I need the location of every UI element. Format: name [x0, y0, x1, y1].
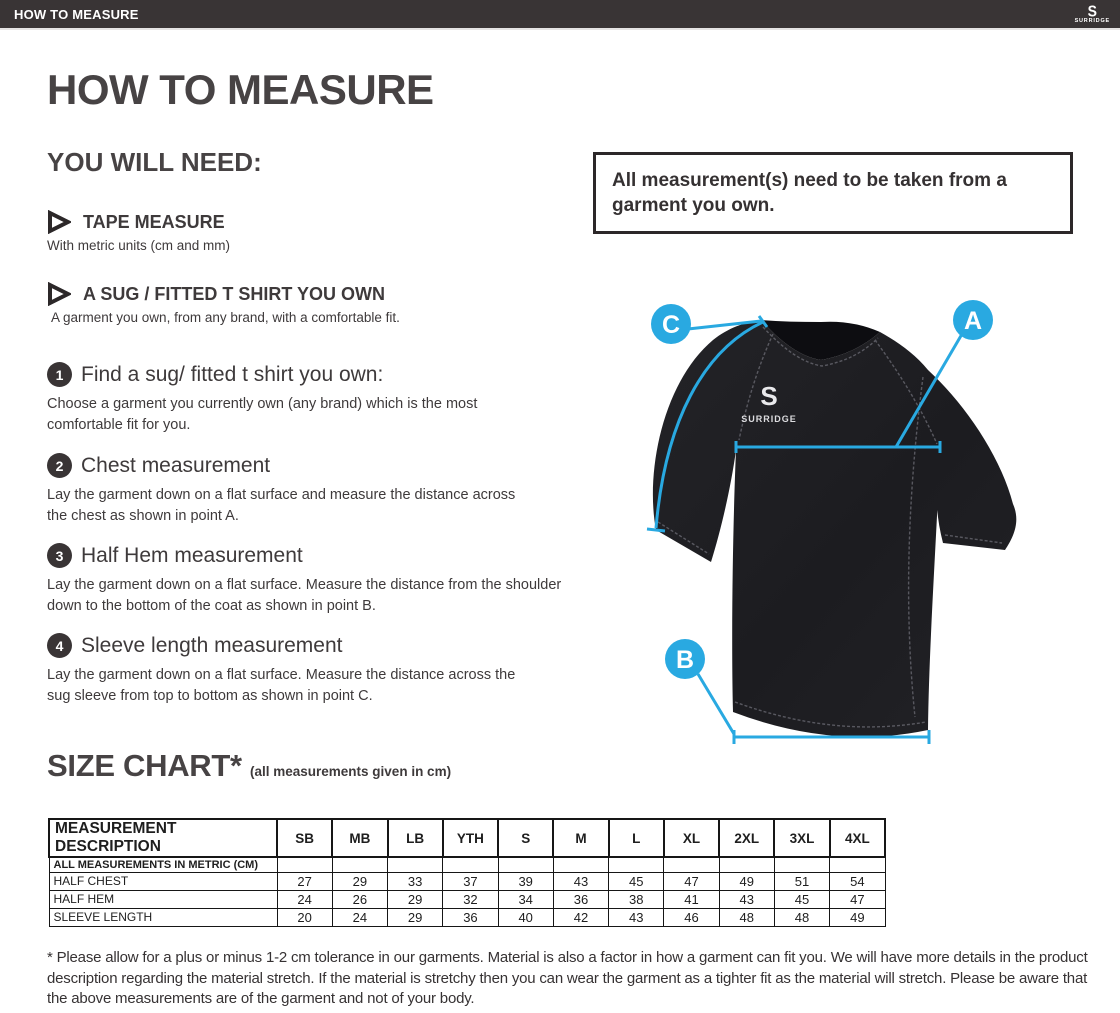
- measurement-value-cell: 43: [553, 872, 608, 890]
- empty-cell: [277, 857, 332, 872]
- measurement-value-cell: 43: [719, 890, 774, 908]
- column-header-size: 3XL: [774, 819, 829, 857]
- empty-cell: [830, 857, 885, 872]
- step-title: Sleeve length measurement: [81, 633, 343, 657]
- measurement-value-cell: 37: [443, 872, 498, 890]
- metric-note-cell: ALL MEASUREMENTS IN METRIC (CM): [49, 857, 277, 872]
- empty-cell: [774, 857, 829, 872]
- measurement-value-cell: 48: [719, 908, 774, 926]
- step-3: [47, 543, 575, 616]
- page-title: HOW TO MEASURE: [47, 66, 434, 113]
- measure-label-a: A: [963, 307, 983, 335]
- column-header-size: 4XL: [830, 819, 885, 857]
- measurement-value-cell: 26: [332, 890, 387, 908]
- tshirt-body: [653, 320, 1016, 737]
- need-item-tape-measure: [47, 210, 230, 253]
- step-body: Lay the garment down on a flat surface. Measure the distance from the shoulder down to the bottom of the coat as shown in point B.: [47, 577, 562, 614]
- top-bar: [0, 0, 1120, 30]
- measurement-value-cell: 47: [830, 890, 885, 908]
- column-header-size: LB: [388, 819, 443, 857]
- tshirt-measurement-diagram: [593, 272, 1115, 772]
- size-chart-subheading: (all measurements given in cm): [250, 764, 452, 779]
- measurement-value-cell: 24: [277, 890, 332, 908]
- empty-cell: [664, 857, 719, 872]
- step-number-badge: 3: [47, 543, 72, 568]
- row-label-cell: HALF CHEST: [49, 872, 277, 890]
- step-2: [47, 453, 539, 526]
- measurement-value-cell: 54: [830, 872, 885, 890]
- size-chart-header-row: [49, 819, 885, 857]
- column-header-size: XL: [664, 819, 719, 857]
- step-number-badge: 2: [47, 453, 72, 478]
- measurement-value-cell: 36: [443, 908, 498, 926]
- measurement-value-cell: 47: [664, 872, 719, 890]
- measurement-value-cell: 43: [609, 908, 664, 926]
- step-body: Lay the garment down on a flat surface and measure the distance across the chest as shown in point A.: [47, 487, 516, 524]
- measurement-value-cell: 39: [498, 872, 553, 890]
- measurement-value-cell: 29: [332, 872, 387, 890]
- measurement-notice-box: [593, 152, 1073, 234]
- need-item-title: TAPE MEASURE: [83, 211, 225, 232]
- measurement-value-cell: 49: [719, 872, 774, 890]
- table-row: [49, 908, 885, 926]
- row-label-cell: HALF HEM: [49, 890, 277, 908]
- table-row: [49, 872, 885, 890]
- table-row: [49, 890, 885, 908]
- step-number-badge: 4: [47, 633, 72, 658]
- measure-point-c: [651, 304, 691, 344]
- measure-label-b: B: [675, 646, 695, 674]
- top-bar-title: HOW TO MEASURE: [14, 6, 139, 22]
- shirt-logo-icon: S: [760, 381, 778, 411]
- tolerance-footnote: * Please allow for a plus or minus 1-2 cm tolerance in our garments. Material is also a factor in how a garment can fit you. We will have more details in the product description regarding the material stretch. If the material is stretchy then you can wear the garment as a tighter fit as the material will stretch. Please be aware that the above measurements are of the garment and not of your body.: [47, 949, 1088, 1008]
- measurement-value-cell: 33: [388, 872, 443, 890]
- empty-cell: [609, 857, 664, 872]
- measurement-value-cell: 48: [774, 908, 829, 926]
- empty-cell: [388, 857, 443, 872]
- measurement-value-cell: 29: [388, 890, 443, 908]
- play-triangle-icon: [47, 210, 71, 234]
- need-item-title: A SUG / FITTED T SHIRT YOU OWN: [83, 283, 386, 304]
- step-title: Chest measurement: [81, 453, 271, 477]
- empty-cell: [443, 857, 498, 872]
- measurement-value-cell: 46: [664, 908, 719, 926]
- measurement-value-cell: 27: [277, 872, 332, 890]
- row-label-cell: SLEEVE LENGTH: [49, 908, 277, 926]
- step-number-badge: 1: [47, 362, 72, 387]
- surridge-s-icon: S: [1087, 2, 1097, 21]
- metric-note-row: [49, 857, 885, 872]
- need-item-subtitle: With metric units (cm and mm): [47, 238, 231, 253]
- column-header-size: YTH: [443, 819, 498, 857]
- measure-label-c: C: [661, 311, 681, 339]
- step-title: Half Hem measurement: [81, 543, 303, 567]
- need-item-subtitle: A garment you own, from any brand, with a comfortable fit.: [51, 310, 400, 325]
- measurement-value-cell: 32: [443, 890, 498, 908]
- size-chart-table: [48, 818, 886, 927]
- play-triangle-icon: [47, 282, 71, 306]
- measure-point-a: [953, 300, 993, 340]
- column-header-size: S: [498, 819, 553, 857]
- measurement-value-cell: 20: [277, 908, 332, 926]
- step-1: [47, 362, 502, 435]
- column-header-size: M: [553, 819, 608, 857]
- column-header-description: MEASUREMENT DESCRIPTION: [49, 819, 277, 857]
- need-item-t-shirt: [47, 282, 400, 325]
- measurement-value-cell: 42: [553, 908, 608, 926]
- empty-cell: [498, 857, 553, 872]
- step-body: Choose a garment you currently own (any brand) which is the most comfortable fit for you.: [47, 396, 478, 433]
- empty-cell: [553, 857, 608, 872]
- measurement-value-cell: 45: [609, 872, 664, 890]
- column-header-size: 2XL: [719, 819, 774, 857]
- you-will-need-heading: YOU WILL NEED:: [47, 147, 262, 177]
- surridge-logo-text: SURRIDGE: [1074, 18, 1110, 25]
- measurement-value-cell: 41: [664, 890, 719, 908]
- shirt-logo-text: SURRIDGE: [741, 414, 797, 424]
- size-chart-heading: SIZE CHART*: [47, 748, 242, 783]
- step-title: Find a sug/ fitted t shirt you own:: [81, 362, 384, 386]
- measurement-value-cell: 24: [332, 908, 387, 926]
- step-body: Lay the garment down on a flat surface. Measure the distance across the sug sleeve from top to bottom as shown in point C.: [47, 667, 516, 704]
- measurement-value-cell: 36: [553, 890, 608, 908]
- empty-cell: [332, 857, 387, 872]
- surridge-logo[interactable]: [1075, 4, 1110, 25]
- measure-point-b: [665, 639, 705, 679]
- measurement-notice-text: All measurement(s) need to be taken from a garment you own.: [612, 170, 1007, 217]
- tshirt-illustration: [593, 272, 1115, 772]
- measurement-value-cell: 40: [498, 908, 553, 926]
- column-header-size: L: [609, 819, 664, 857]
- measurement-value-cell: 45: [774, 890, 829, 908]
- step-4: [47, 633, 532, 706]
- measurement-value-cell: 34: [498, 890, 553, 908]
- measurement-value-cell: 49: [830, 908, 885, 926]
- column-header-size: SB: [277, 819, 332, 857]
- column-header-size: MB: [332, 819, 387, 857]
- measurement-value-cell: 38: [609, 890, 664, 908]
- measurement-value-cell: 51: [774, 872, 829, 890]
- measurement-value-cell: 29: [388, 908, 443, 926]
- empty-cell: [719, 857, 774, 872]
